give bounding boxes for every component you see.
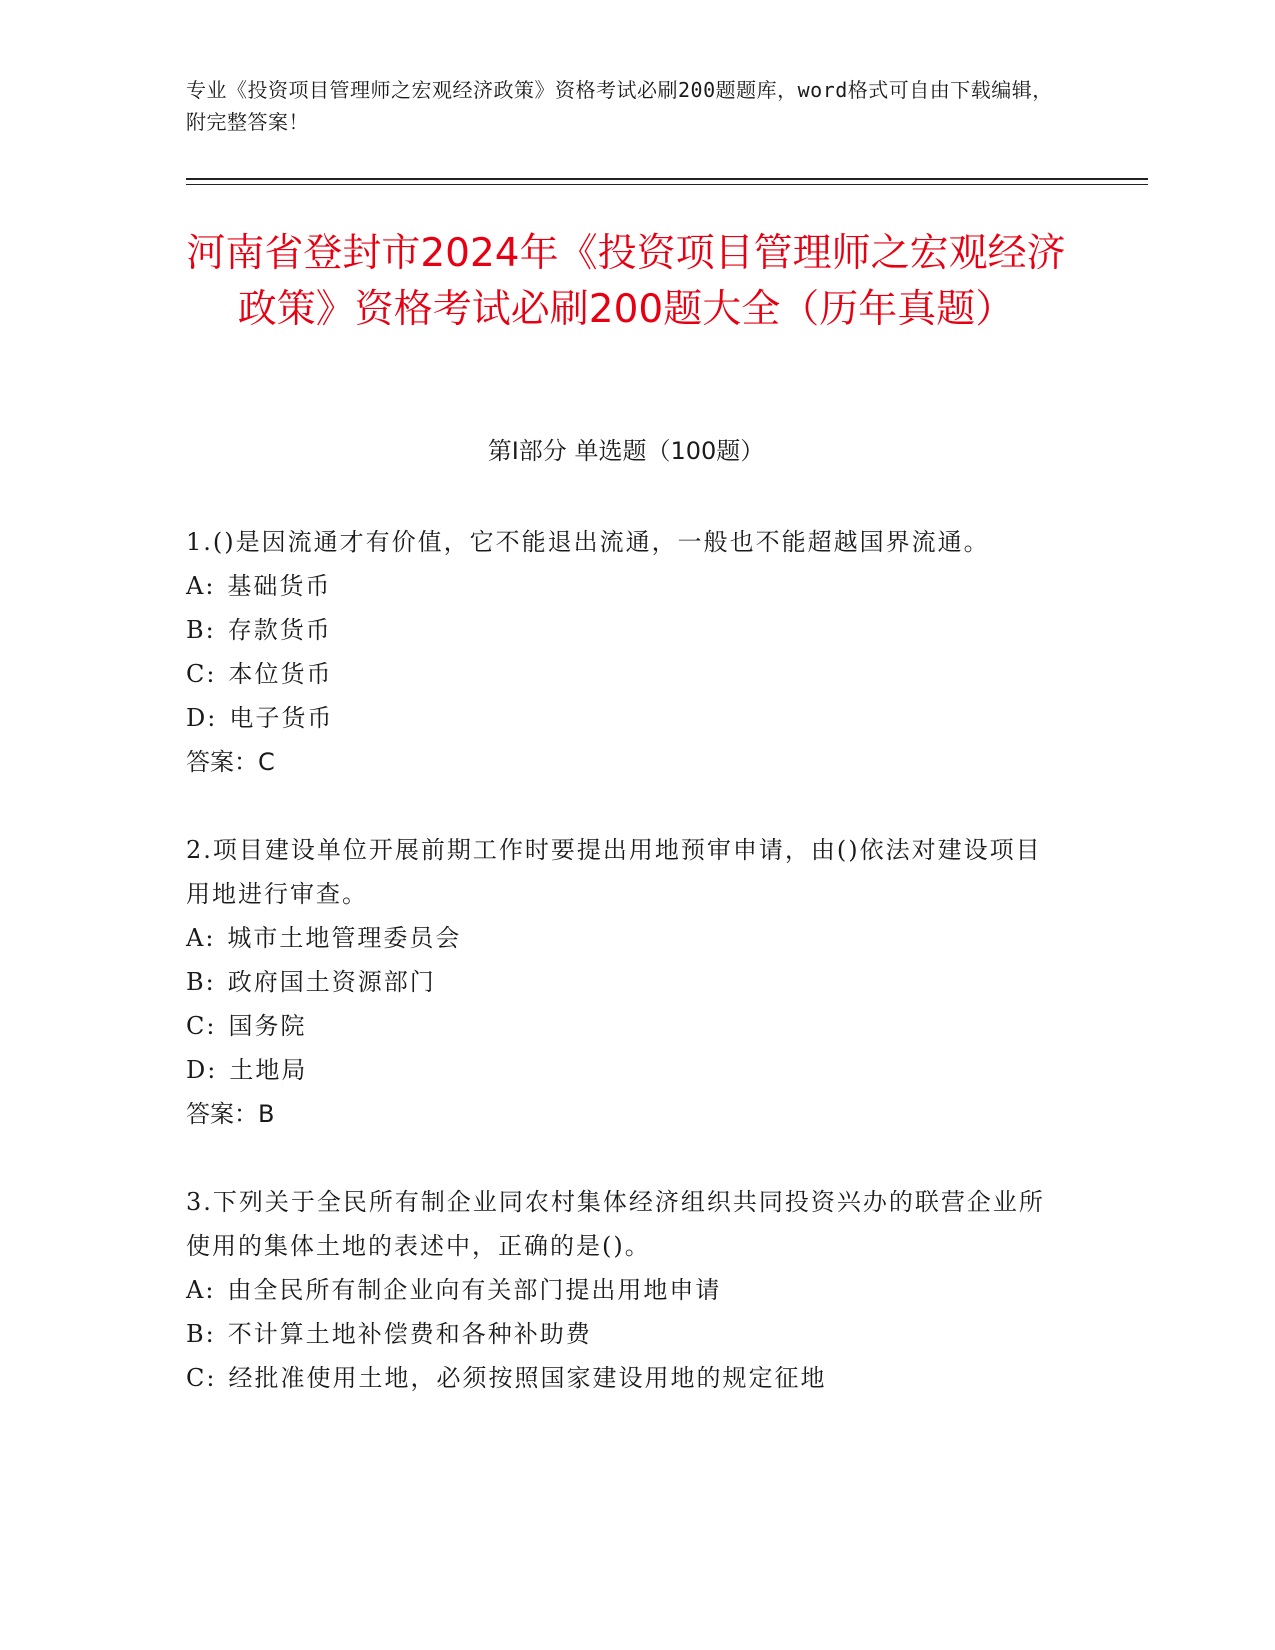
question-stem: 2.项目建设单位开展前期工作时要提出用地预审申请，由()依法对建设项目用地进行审查。 — [186, 836, 1042, 908]
header-divider-thin — [186, 184, 1148, 185]
question-stem: 3.下列关于全民所有制企业同农村集体经济组织共同投资兴办的联营企业所使用的集体土地的表述中，正确的是()。 — [186, 1188, 1045, 1260]
option-c — [186, 1356, 1066, 1400]
option-text: 基础货币 — [227, 572, 332, 600]
question-list — [186, 520, 1066, 1444]
option-key: C: — [186, 1364, 217, 1392]
option-text: 国务院 — [228, 1012, 307, 1040]
option-d — [186, 696, 1066, 740]
option-key: A: — [186, 1276, 216, 1304]
option-text: 电子货币 — [229, 704, 334, 732]
question-1 — [186, 520, 1066, 784]
question-3 — [186, 1180, 1066, 1400]
option-a — [186, 1268, 1066, 1312]
option-key: C: — [186, 1012, 217, 1040]
option-c — [186, 1004, 1066, 1048]
option-text: 存款货币 — [227, 616, 332, 644]
option-key: A: — [186, 572, 216, 600]
section-heading: 第Ⅰ部分 单选题（100题） — [487, 437, 765, 465]
question-2 — [186, 828, 1066, 1136]
option-key: B: — [186, 616, 216, 644]
option-c — [186, 652, 1066, 696]
option-text: 政府国土资源部门 — [227, 968, 436, 996]
option-text: 土地局 — [229, 1056, 308, 1084]
header-divider-thick — [186, 178, 1148, 180]
option-key: D: — [186, 704, 218, 732]
option-a — [186, 916, 1066, 960]
header-note: 专业《投资项目管理师之宏观经济政策》资格考试必刷200题题库，word格式可自由下载编辑，附完整答案！ — [186, 78, 1053, 134]
option-key: B: — [186, 968, 216, 996]
option-key: C: — [186, 660, 217, 688]
answer-line: 答案：C — [186, 748, 275, 776]
option-text: 本位货币 — [228, 660, 333, 688]
option-key: A: — [186, 924, 216, 952]
option-b — [186, 960, 1066, 1004]
option-d — [186, 1048, 1066, 1092]
option-key: B: — [186, 1320, 216, 1348]
option-b — [186, 1312, 1066, 1356]
option-text: 由全民所有制企业向有关部门提出用地申请 — [227, 1276, 722, 1304]
option-key: D: — [186, 1056, 218, 1084]
option-b — [186, 608, 1066, 652]
option-text: 经批准使用土地，必须按照国家建设用地的规定征地 — [228, 1364, 827, 1392]
option-a — [186, 564, 1066, 608]
question-stem: 1.()是因流通才有价值，它不能退出流通，一般也不能超越国界流通。 — [186, 528, 990, 556]
option-text: 不计算土地补偿费和各种补助费 — [227, 1320, 592, 1348]
document-title: 河南省登封市2024年《投资项目管理师之宏观经济政策》资格考试必刷200题大全（历年真题） — [186, 231, 1066, 332]
option-text: 城市土地管理委员会 — [227, 924, 462, 952]
answer-line: 答案：B — [186, 1100, 275, 1128]
